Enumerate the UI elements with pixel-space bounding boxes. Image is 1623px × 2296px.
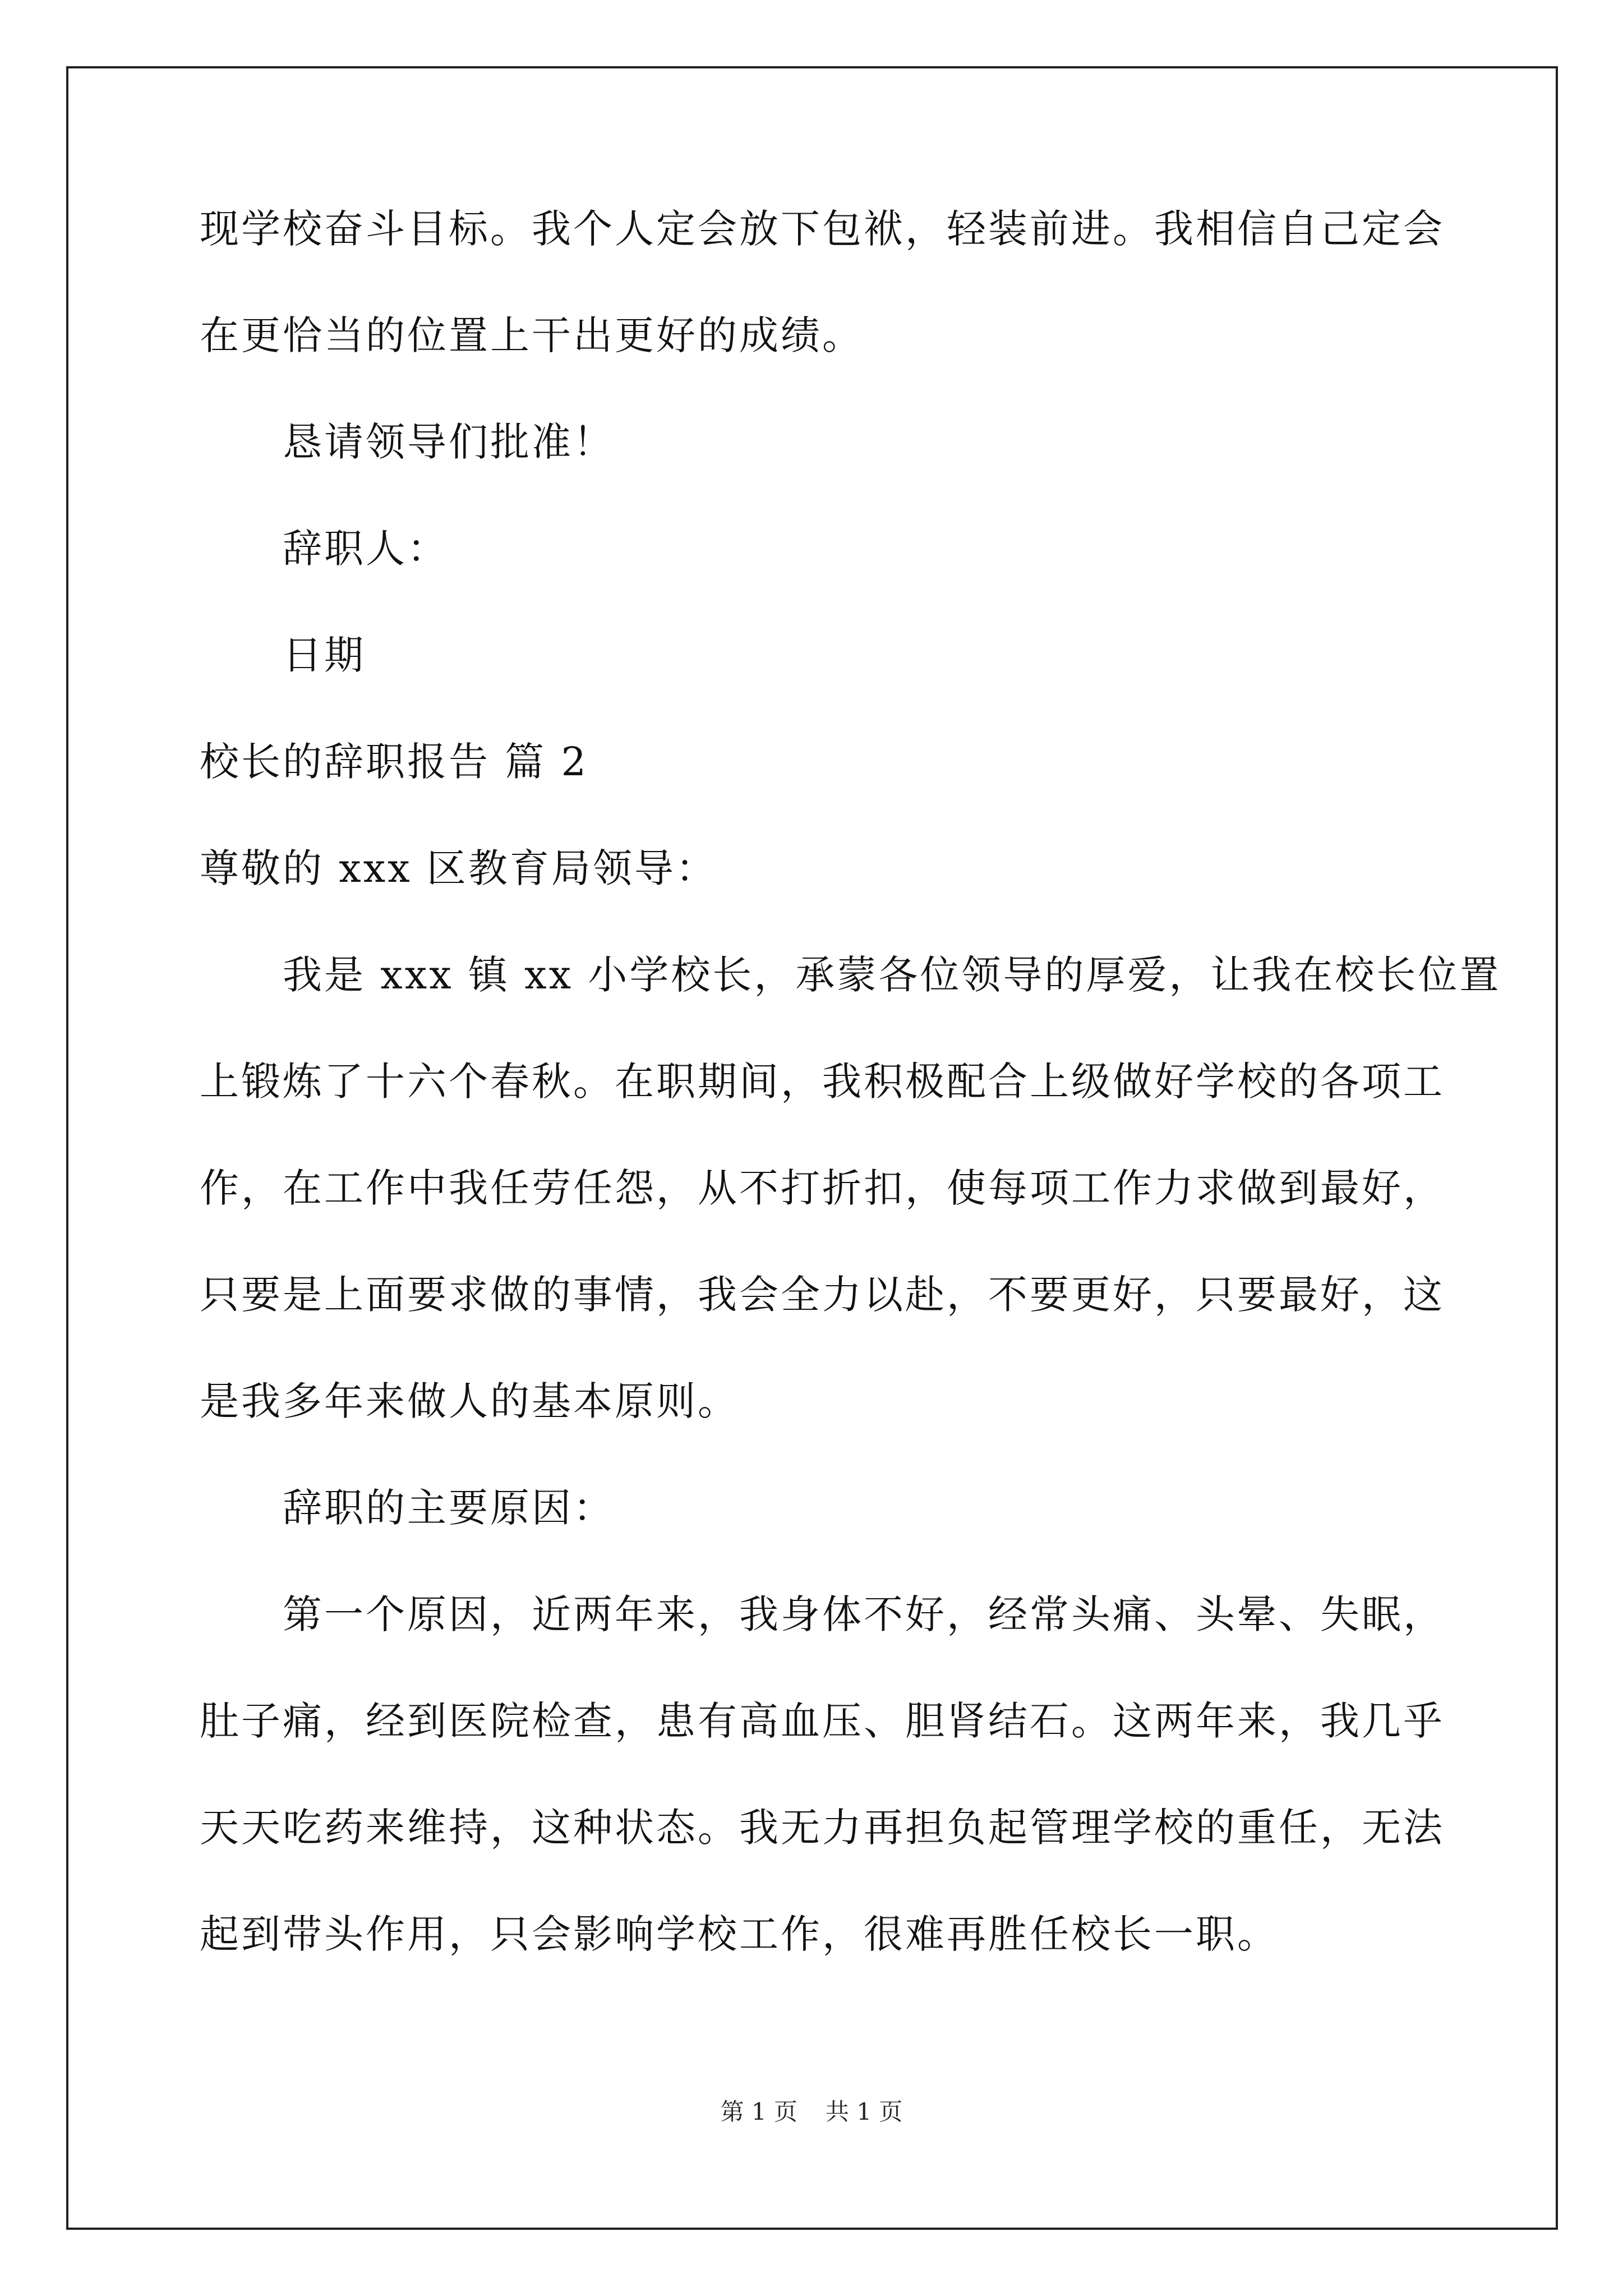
paragraph-line: 肚子痛，经到医院检查，患有高血压、胆肾结石。这两年来，我几乎 xyxy=(200,1698,1445,1744)
paragraph-line: 天天吃药来维持，这种状态。我无力再担负起管理学校的重任，无法 xyxy=(200,1805,1445,1851)
salutation: 尊敬的 xxx 区教育局领导： xyxy=(200,845,717,891)
page-total: 共 1 页 xyxy=(826,2098,903,2125)
paragraph-line: 起到带头作用，只会影响学校工作，很难再胜任校长一职。 xyxy=(200,1911,1279,1957)
paragraph-line: 只要是上面要求做的事情，我会全力以赴，不要更好，只要最好，这 xyxy=(200,1272,1445,1318)
paragraph-line: 现学校奋斗目标。我个人定会放下包袱，轻装前进。我相信自己定会 xyxy=(200,206,1445,252)
page-border xyxy=(66,66,1558,2230)
section-heading: 校长的辞职报告 篇 2 xyxy=(200,739,589,785)
page-footer xyxy=(0,2095,1623,2129)
reasons-heading: 辞职的主要原因： xyxy=(283,1485,615,1531)
paragraph-line: 作，在工作中我任劳任怨，从不打折扣，使每项工作力求做到最好， xyxy=(200,1165,1445,1211)
paragraph-line: 是我多年来做人的基本原则。 xyxy=(200,1378,739,1424)
paragraph-line: 我是 xxx 镇 xx 小学校长，承蒙各位领导的厚爱，让我在校长位置 xyxy=(283,952,1501,998)
resigner-label: 辞职人： xyxy=(283,526,449,572)
page-number: 第 1 页 xyxy=(720,2098,797,2125)
request-approval-line: 恳请领导们批准！ xyxy=(283,419,615,465)
paragraph-line: 上锻炼了十六个春秋。在职期间，我积极配合上级做好学校的各项工 xyxy=(200,1059,1445,1105)
date-label: 日期 xyxy=(283,632,366,678)
paragraph-line: 第一个原因，近两年来，我身体不好，经常头痛、头晕、失眠， xyxy=(283,1591,1445,1637)
paragraph-line: 在更恰当的位置上干出更好的成绩。 xyxy=(200,312,864,358)
